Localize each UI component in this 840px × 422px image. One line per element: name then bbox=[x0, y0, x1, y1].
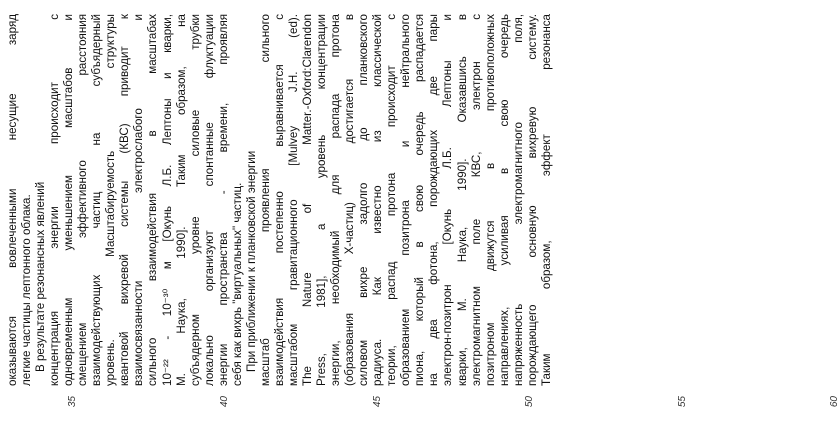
line-number: 60 bbox=[829, 396, 840, 408]
text-line: сильного взаимодействия в масштабах bbox=[146, 14, 160, 386]
text-line: электрон-позитрон [Окунь Л.Б. Лептоны и bbox=[441, 14, 455, 386]
text-line: взаимодействия постепенно выравнивается с bbox=[272, 14, 286, 386]
text-line: энергии, необходимый для распада протона bbox=[329, 14, 343, 386]
text-line: концентрация энергии происходит с bbox=[48, 14, 62, 386]
text-line: уровень. Масштабируемость структуры bbox=[104, 14, 118, 386]
line-number: 35 bbox=[66, 396, 78, 408]
text-line: радиуса. Как известно из классической bbox=[371, 14, 385, 386]
line-number: 50 bbox=[524, 396, 536, 408]
text-line: на два фотона, порождающих две пары bbox=[427, 14, 441, 386]
line-number: 40 bbox=[219, 396, 231, 408]
text-line: The Nature of Matter.-Oxford:Clarendon bbox=[300, 14, 314, 386]
text-line: квантовой вихревой системы (КВС) приводит к bbox=[118, 14, 132, 386]
text-line: масштаб проявления сильного bbox=[258, 14, 272, 386]
text-line: локально организуют спонтанные флуктуации bbox=[202, 14, 216, 386]
text-line: субъядерном уровне силовые трубки bbox=[188, 14, 202, 386]
text-line: В результате резонансных явлений bbox=[34, 181, 48, 372]
text-line: порождающего основную вихревую систему. bbox=[525, 14, 539, 386]
text-line: При приближении к планковской энергии bbox=[244, 150, 258, 372]
text-line: пиона, который в свою очередь распадается bbox=[413, 14, 427, 386]
line-number-column bbox=[0, 392, 840, 422]
text-line: Press, 1981], а уровень концентрации bbox=[315, 14, 329, 386]
text-line: себя как вихрь "виртуальных" частиц. bbox=[230, 182, 244, 386]
text-line: (образования X-частиц) достигается в bbox=[343, 14, 357, 386]
text-line: М. Наука, 1990]. Таким образом, на bbox=[174, 14, 188, 386]
text-line: легкие частицы лептонного облака. bbox=[20, 194, 34, 386]
line-number: 45 bbox=[371, 396, 383, 408]
text-line: направлениях, усиливая в свою очередь bbox=[497, 14, 511, 386]
text-line: масштабом гравитационного [Mulvey J.H. (ed). bbox=[286, 14, 300, 386]
line-number: 55 bbox=[676, 396, 688, 408]
text-line: Таким образом, эффект резонанса bbox=[539, 14, 553, 386]
text-line: взаимодействующих частиц на субъядерный bbox=[90, 14, 104, 386]
body-text-column bbox=[6, 14, 554, 386]
text-line: взаимосвязанности электрослабого и bbox=[132, 14, 146, 386]
text-line: энергии пространства - времени, проявляя bbox=[216, 14, 230, 386]
text-line: напряженность электромагнитного поля, bbox=[511, 14, 525, 386]
text-line: кварки, М. Наука, 1990]. Оказавшись в bbox=[455, 14, 469, 386]
text-line: теории, распад протона происходит с bbox=[385, 14, 399, 386]
text-line: смещением эффективного расстояния bbox=[76, 14, 90, 386]
text-line: позитроном движутся в противоположных bbox=[483, 14, 497, 386]
text-line: 10⁻²² - 10⁻³⁰ м [Окунь Л.Б. Лептоны и кварки, bbox=[160, 14, 174, 386]
text-line: электромагнитном поле КВС, электрон с bbox=[469, 14, 483, 386]
text-line: силовом вихре задолго до планковского bbox=[357, 14, 371, 386]
text-line: оказываются вовлеченными несущие заряд bbox=[6, 14, 19, 386]
text-line: образованием позитрона и нейтрального bbox=[399, 14, 413, 386]
text-line: одновременным уменьшением масштабов и bbox=[62, 14, 76, 386]
